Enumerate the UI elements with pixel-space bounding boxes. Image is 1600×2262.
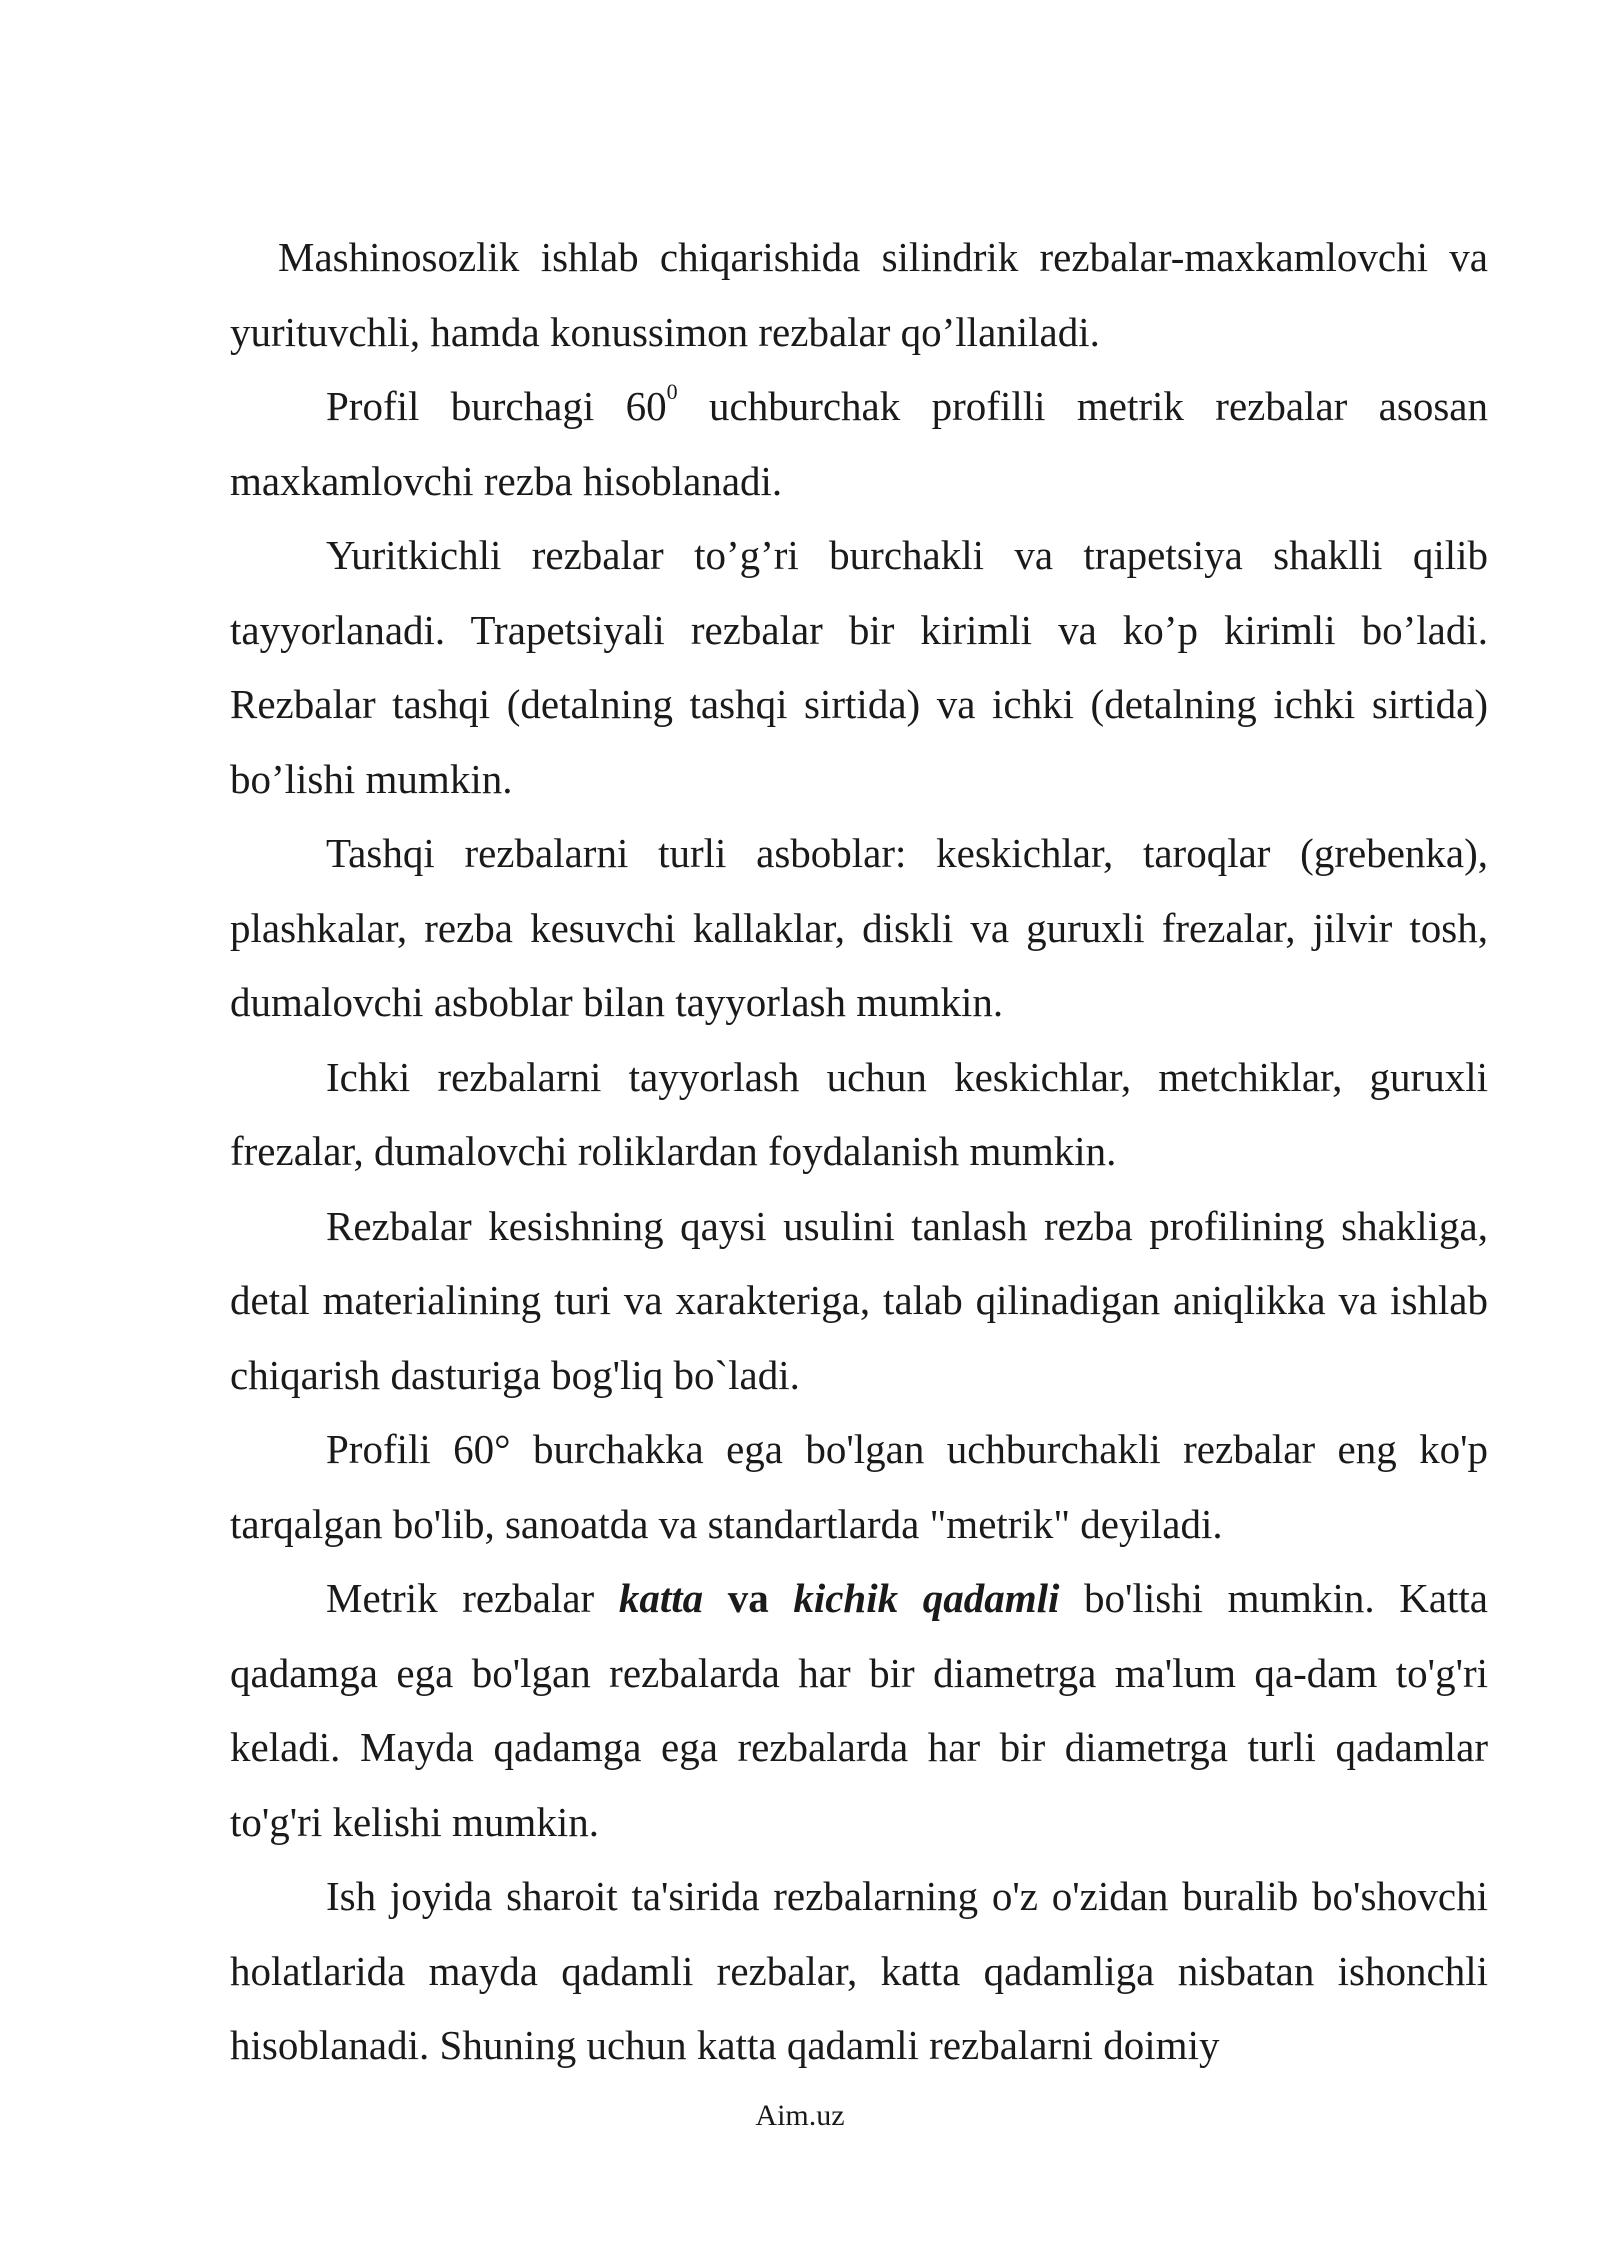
paragraph-3: Yuritkichli rezbalar to’g’ri burchakli va trapetsiya shaklli qilib tayyorlanadi. Trapetsiyali rezbalar bir kirimli va ko’p kirimli bo’ladi. Rezbalar tashqi (detalning tashqi sirtida) va ichki (detalning ichki sirtida) bo’lishi mumkin. bbox=[230, 532, 1488, 802]
paragraph-2-text-b: uchburchak profilli metrik rezbalar asosan maxkamlovchi rezba hisoblanadi. bbox=[230, 383, 1488, 504]
paragraph-9: Ish joyida sharoit ta'sirida rezbalarning o'z o'zidan buralib bo'shovchi holatlarida mayda qadamli rezbalar, katta qadamliga nisbatan ishonchli hisoblanadi. Shuning uchun katta qadamli rezbalarni doimiy bbox=[230, 1873, 1488, 2068]
emphasis-va: va bbox=[703, 1575, 794, 1621]
paragraph-7: Profili 60° burchakka ega bo'lgan uchburchakli rezbalar eng ko'p tarqalgan bo'lib, sanoatda va standartlarda "metrik" deyiladi. bbox=[230, 1426, 1488, 1547]
paragraph-2-text-a: Profil burchagi 60 bbox=[326, 383, 667, 429]
emphasis-kichik-qadamli: kichik qadamli bbox=[793, 1575, 1060, 1621]
paragraph-1: Mashinosozlik ishlab chiqarishida silindrik rezbalar-maxkamlovchi va yurituvchli, hamda konussimon rezbalar qo’llaniladi. bbox=[230, 234, 1488, 355]
paragraph-6: Rezbalar kesishning qaysi usulini tanlash rezba profilining shakliga, detal materialining turi va xarakteriga, talab qilinadigan aniqlikka va ishlab chiqarish dasturiga bog'liq bo`ladi. bbox=[230, 1202, 1488, 1398]
paragraph-8-text-b: bo'lishi mumkin. Katta qadamga ega bo'lgan rezbalarda har bir diametrga ma'lum qa-dam to'g'ri keladi. Mayda qadamga ega rezbalarda har bir diametrga turli qadamlar to'g'ri kelishi mumkin. bbox=[230, 1575, 1488, 1845]
paragraph-8 bbox=[230, 1561, 1488, 1859]
degree-superscript: 0 bbox=[666, 379, 678, 405]
paragraph-8-text-a: Metrik rezbalar bbox=[326, 1575, 619, 1621]
document-body bbox=[230, 220, 1488, 2083]
emphasis-katta: katta bbox=[618, 1575, 704, 1621]
paragraph-2 bbox=[230, 369, 1488, 518]
paragraph-4: Tashqi rezbalarni turli asboblar: keskichlar, taroqlar (grebenka), plashkalar, rezba kesuvchi kallaklar, diskli va guruxli frezalar, jilvir tosh, dumalovchi asboblar bilan tayyorlash mumkin. bbox=[230, 830, 1488, 1025]
paragraph-5: Ichki rezbalarni tayyorlash uchun keskichlar, metchiklar, guruxli frezalar, dumalovchi roliklardan foydalanish mumkin. bbox=[230, 1053, 1488, 1174]
page-footer: Aim.uz bbox=[755, 2099, 845, 2132]
